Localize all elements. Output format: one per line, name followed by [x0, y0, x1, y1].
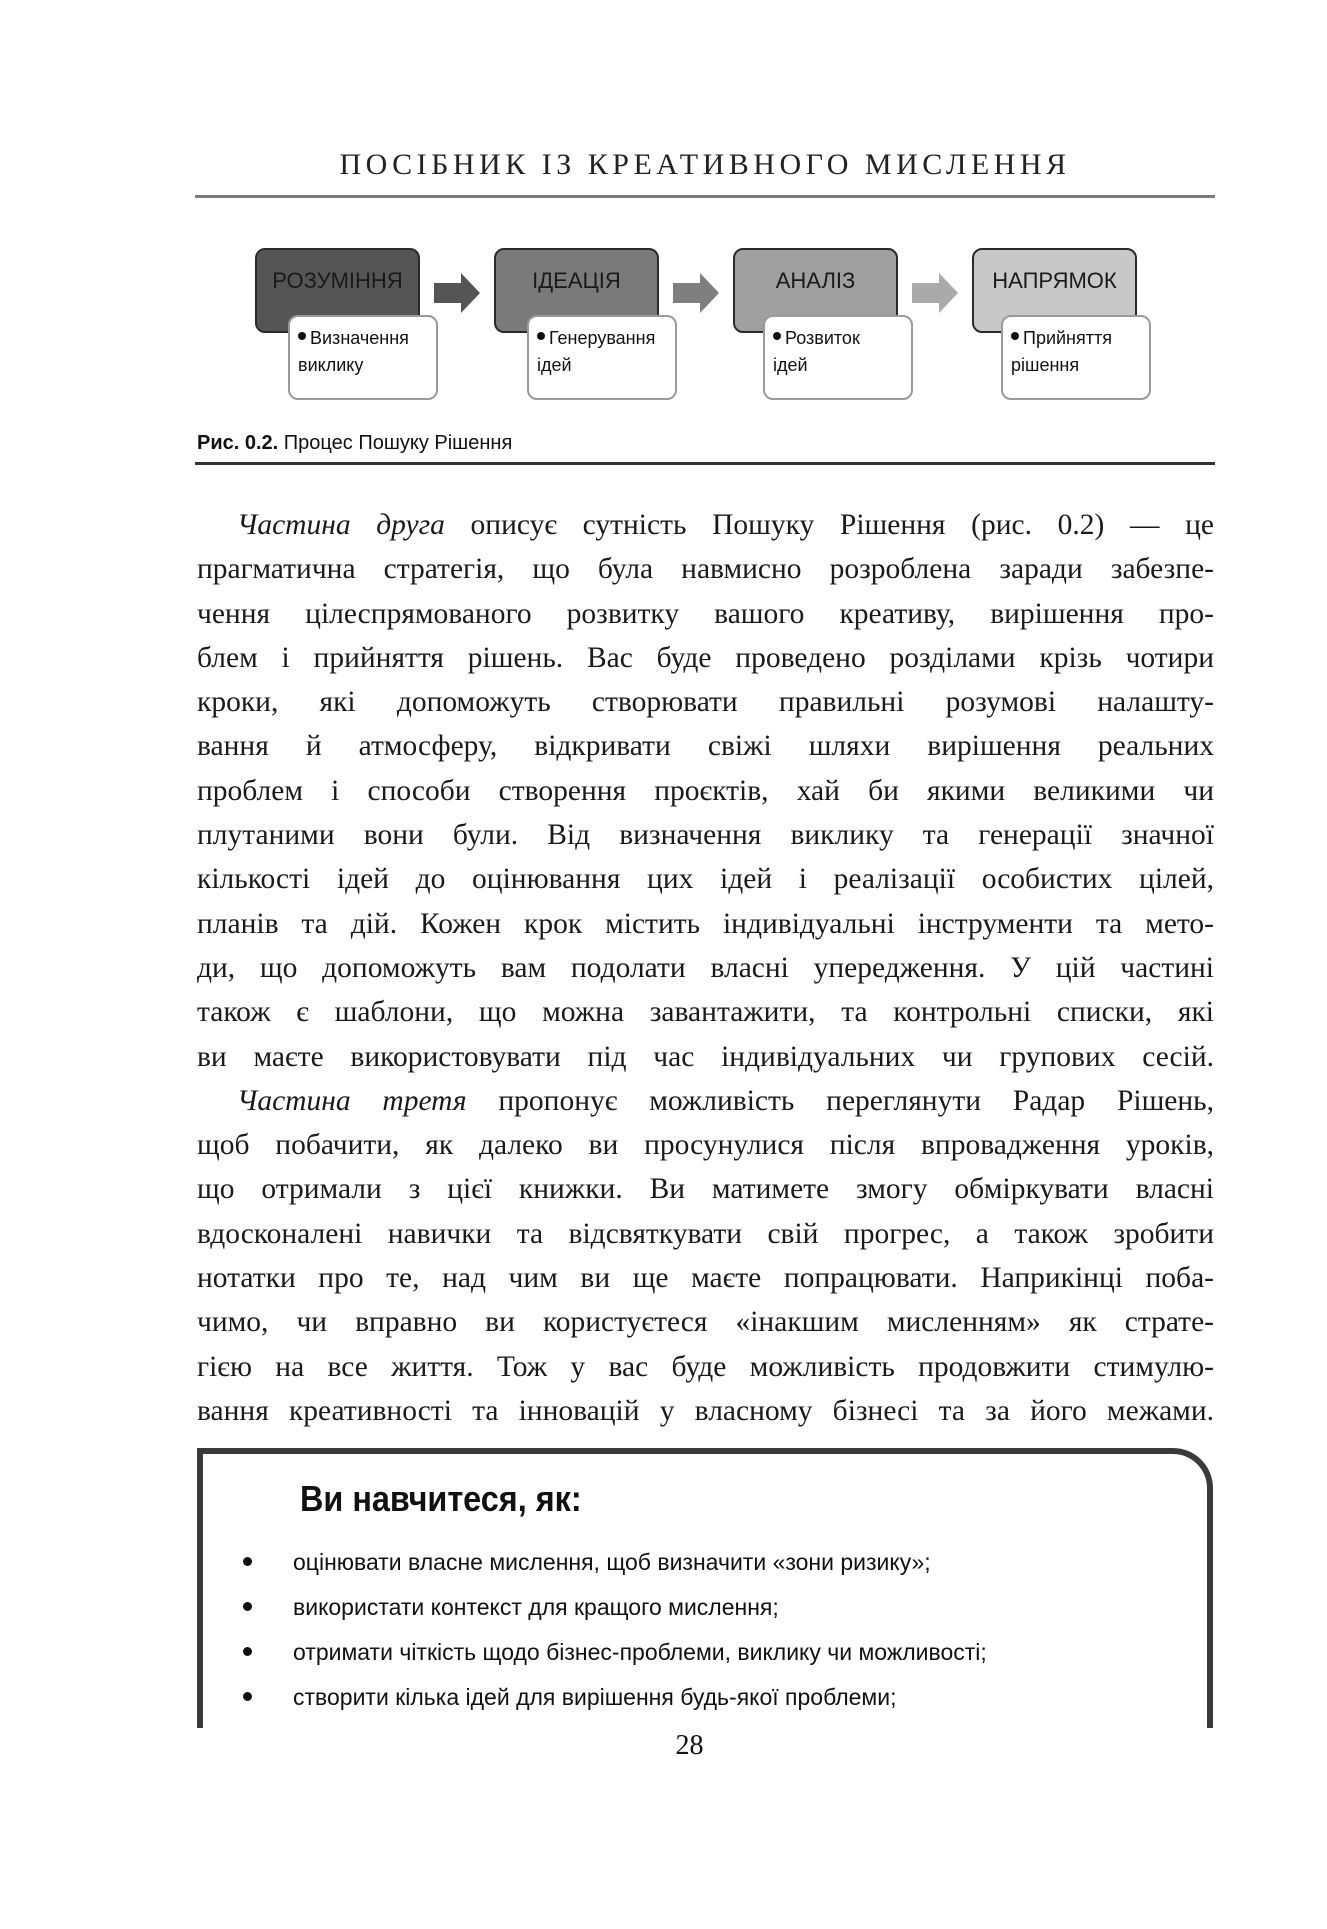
text-line: вдосконалені навички та відсвяткувати свій прогрес, а також зробити: [197, 1217, 1214, 1250]
bullet-icon: [1011, 332, 1019, 340]
bullet-icon: [243, 1602, 252, 1611]
step-detail: ідей: [773, 355, 808, 375]
step-title: НАПРЯМОК: [992, 268, 1117, 293]
text-line: проблем і способи створення проєктів, хай би якими великими чи: [197, 774, 1214, 807]
italic-lead: Частина третя: [237, 1084, 467, 1117]
step-title: РОЗУМІННЯ: [272, 268, 403, 293]
text-line: чимо, чи вправно ви користуєтеся «інакшим мисленням» як страте-: [197, 1306, 1214, 1339]
paragraph-part-three: [197, 1079, 1214, 1433]
bullet-icon: [243, 1557, 252, 1566]
learning-item-text: створити кілька ідей для вирішення будь-якої проблеми;: [293, 1684, 897, 1710]
step-detail: Генерування: [549, 328, 656, 348]
text-line: прагматична стратегія, що була навмисно розроблена заради забезпе-: [197, 553, 1214, 586]
step-card-analysis: [763, 315, 913, 400]
step-card-ideation: [527, 315, 677, 400]
step-card-understanding: [288, 315, 438, 400]
text-line: ви маєте використовувати під час індивідуальних чи групових сесій.: [197, 1040, 1214, 1073]
text-line: кількості ідей до оцінювання цих ідей і реалізації особистих цілей,: [197, 863, 1214, 896]
figure-caption: [197, 432, 512, 455]
text-line: ди, що допоможуть вам подолати власні упередження. У цій частині: [197, 951, 1214, 984]
text-line: що отримали з цієї книжки. Ви матимете змогу обміркувати власні: [197, 1173, 1214, 1206]
paragraph-part-two: [197, 503, 1214, 1079]
text-line: блем і прийняття рішень. Вас буде проведено розділами крізь чотири: [197, 641, 1214, 674]
caption-rule: [195, 462, 1215, 465]
step-title: ІДЕАЦІЯ: [532, 268, 621, 293]
text-line: щоб побачити, як далеко ви просунулися після впровадження уроків,: [197, 1129, 1214, 1162]
italic-lead: Частина друга: [237, 509, 445, 541]
step-card-direction: [1001, 315, 1151, 400]
bullet-icon: [537, 332, 545, 340]
bullet-icon: [298, 332, 306, 340]
text-line: [197, 503, 1214, 547]
learning-item: [243, 1684, 896, 1711]
learning-item: [243, 1549, 931, 1576]
running-title: ПОСІБНИК ІЗ КРЕАТИВНОГО МИСЛЕННЯ: [339, 148, 1071, 181]
text-fragment: описує сутність Пошуку Рішення (рис. 0.2) — це: [444, 509, 1214, 541]
text-line: планів та дій. Кожен крок містить індивідуальні інструменти та мето-: [197, 907, 1214, 940]
text-line: нотатки про те, над чим ви ще маєте попрацювати. Наприкінці поба-: [197, 1262, 1214, 1295]
text-line: чення цілеспрямованого розвитку вашого креативу, вирішення про-: [197, 597, 1214, 630]
learning-item: [243, 1639, 987, 1666]
caption-label: Рис. 0.2.: [197, 432, 279, 454]
arrow-right-icon: [912, 273, 958, 313]
bullet-icon: [243, 1692, 252, 1701]
learning-item: [243, 1594, 779, 1621]
step-detail: Визначення: [310, 328, 409, 348]
learning-item-text: використати контекст для кращого мислення;: [293, 1594, 779, 1620]
arrow-right-icon: [434, 273, 480, 313]
step-detail: виклику: [298, 355, 364, 375]
text-line: кроки, які допоможуть створювати правильні розумові налашту-: [197, 686, 1214, 719]
step-detail: ідей: [537, 355, 572, 375]
text-line: плутаними вони були. Від визначення виклику та генерації значної: [197, 819, 1214, 852]
body-text: [197, 503, 1214, 1433]
text-fragment: пропонує можливість переглянути Радар Рішень,: [466, 1084, 1214, 1117]
step-detail: рішення: [1011, 355, 1080, 375]
learning-item-text: оцінювати власне мислення, щоб визначити «зони ризику»;: [293, 1549, 931, 1575]
step-title: АНАЛІЗ: [775, 268, 856, 293]
text-line: [197, 1079, 1214, 1123]
header-rule: [195, 195, 1215, 198]
text-line: вання креативності та інновацій у власному бізнесі та за його межами.: [197, 1394, 1214, 1427]
learning-outcomes-box: [197, 1448, 1213, 1728]
learning-item-text: отримати чіткість щодо бізнес-проблеми, виклику чи можливості;: [293, 1639, 987, 1665]
solution-process-diagram: [195, 245, 1215, 405]
step-detail: Прийняття: [1023, 328, 1112, 348]
caption-text: Процес Пошуку Рішення: [283, 432, 513, 454]
step-detail: Розвиток: [785, 328, 860, 348]
text-line: також є шаблони, що можна завантажити, та контрольні списки, які: [197, 996, 1214, 1029]
bullet-icon: [773, 332, 781, 340]
learning-box-title: Ви навчитеся, як:: [300, 1478, 582, 1519]
text-line: гією на все життя. Тож у вас буде можливість продовжити стимулю-: [197, 1350, 1214, 1383]
page-number: 28: [675, 1730, 704, 1761]
bullet-icon: [243, 1647, 252, 1656]
arrow-right-icon: [673, 273, 719, 313]
text-line: вання й атмосферу, відкривати свіжі шляхи вирішення реальних: [197, 730, 1214, 763]
